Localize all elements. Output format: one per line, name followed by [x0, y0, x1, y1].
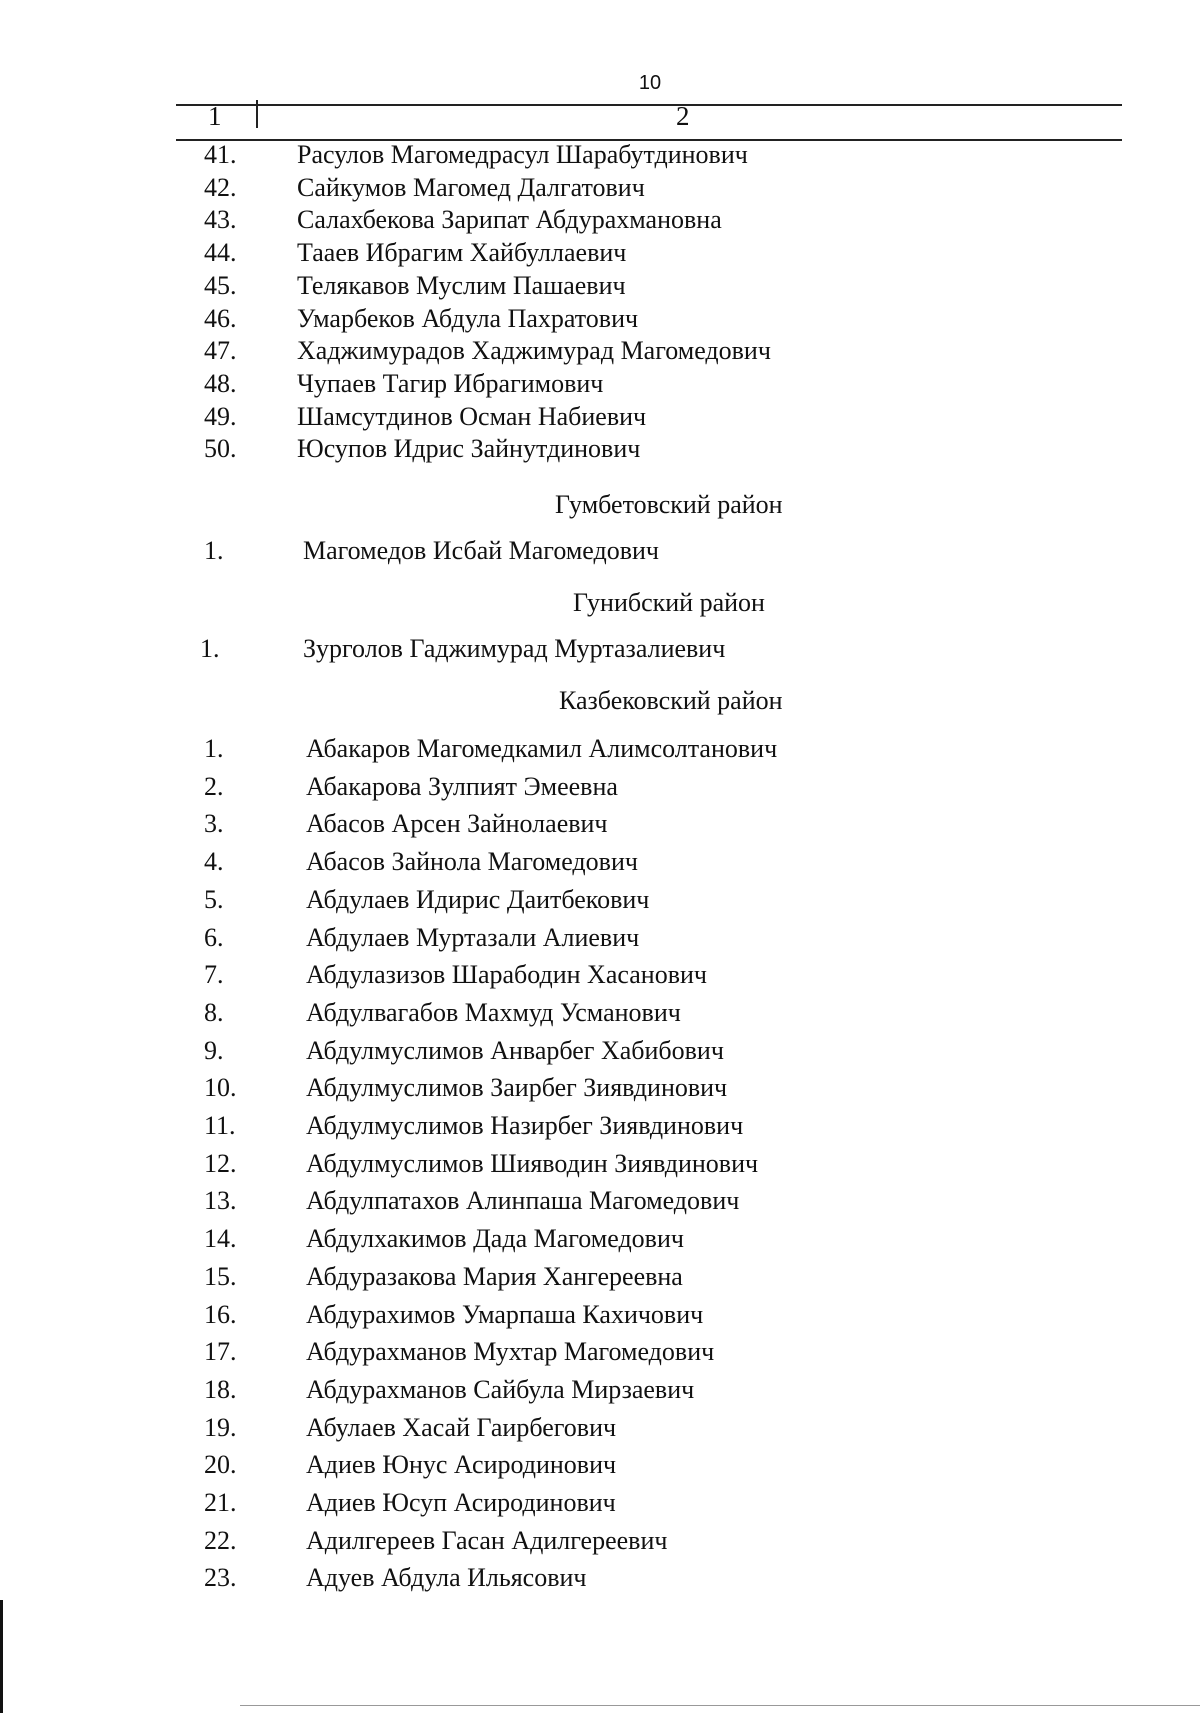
item-name: Абдулвагабов Махмуд Усманович: [306, 997, 681, 1027]
list-item: [204, 173, 1104, 205]
list-item: [204, 238, 1104, 270]
item-name: Хаджимурадов Хаджимурад Магомедович: [297, 336, 771, 366]
item-name: Абдулаев Муртазали Алиевич: [306, 922, 640, 952]
item-number: 6.: [204, 922, 224, 952]
item-name: Шамсутдинов Осман Набиевич: [297, 401, 647, 431]
item-number: 20.: [204, 1450, 237, 1480]
item-number: 1.: [204, 734, 224, 763]
list-item: [204, 1036, 1104, 1068]
list-item: [204, 1186, 1104, 1218]
item-name: Адиев Юнус Асиродинович: [306, 1450, 617, 1480]
list-item: [204, 847, 1104, 879]
item-number: 19.: [204, 1412, 237, 1442]
list-item: [204, 1563, 1104, 1595]
list-item: [204, 1488, 1104, 1520]
list-item: [204, 734, 1104, 766]
scan-edge-shadow: [0, 1600, 3, 1713]
item-name: Адилгереев Гасан Адилгереевич: [306, 1525, 668, 1555]
item-name: Абакаров Магомедкамил Алимсолтанович: [306, 734, 778, 763]
item-number: 16.: [204, 1299, 237, 1329]
item-number: 42.: [204, 172, 237, 202]
item-name: Абакарова Зулпият Эмеевна: [306, 771, 618, 801]
item-number: 14.: [204, 1224, 237, 1254]
list-item: [204, 1149, 1104, 1181]
item-number: 17.: [204, 1337, 237, 1367]
list-item: [204, 1111, 1104, 1143]
column-divider: [256, 100, 258, 128]
list-item: [204, 1224, 1104, 1256]
item-name: Расулов Магомедрасул Шарабутдинович: [297, 140, 748, 169]
list-item: [204, 1073, 1104, 1105]
list-item: [200, 634, 1100, 666]
list-item: [204, 1262, 1104, 1294]
item-number: 44.: [204, 238, 237, 268]
item-number: 45.: [204, 270, 237, 300]
list-item: [204, 1450, 1104, 1482]
item-number: 10.: [204, 1073, 237, 1103]
scan-bottom-edge: [240, 1705, 1200, 1706]
item-name: Абулаев Хасай Гаирбегович: [306, 1412, 617, 1442]
section-heading-kazbek: Казбековский район: [559, 686, 783, 715]
item-number: 1.: [200, 634, 220, 663]
item-name: Салахбекова Зарипат Абдурахмановна: [297, 205, 722, 235]
item-number: 15.: [204, 1261, 237, 1291]
item-name: Абдулмуслимов Шияводин Зиявдинович: [306, 1148, 759, 1178]
column-header-1: 1: [208, 101, 222, 131]
list-item: [204, 1300, 1104, 1332]
item-name: Абасов Арсен Зайнолаевич: [306, 809, 608, 839]
item-name: Абдурахимов Умарпаша Кахичович: [306, 1299, 704, 1329]
item-number: 13.: [204, 1186, 237, 1216]
item-number: 48.: [204, 368, 237, 398]
item-name: Телякавов Муслим Пашаевич: [297, 270, 626, 300]
list-item: [204, 1375, 1104, 1407]
list-item: [204, 772, 1104, 804]
list-item: [204, 1337, 1104, 1369]
item-name: Абдурахманов Мухтар Магомедович: [306, 1337, 715, 1367]
item-number: 41.: [204, 140, 237, 169]
item-number: 9.: [204, 1035, 224, 1065]
section-heading-gumbet: Гумбетовский район: [555, 490, 783, 519]
column-header-2: 2: [676, 101, 690, 131]
list-item: [204, 369, 1104, 401]
list-item: [204, 536, 1104, 568]
item-name: Чупаев Тагир Ибрагимович: [297, 368, 604, 398]
item-name: Абдурахманов Сайбула Мирзаевич: [306, 1374, 695, 1404]
item-number: 21.: [204, 1488, 237, 1517]
item-name: Абдулпатахов Алинпаша Магомедович: [306, 1186, 740, 1216]
item-number: 1.: [204, 536, 224, 565]
item-number: 12.: [204, 1148, 237, 1178]
item-name: Абдулмуслимов Назирбег Зиявдинович: [306, 1111, 744, 1140]
item-number: 3.: [204, 809, 224, 839]
item-name: Абдулазизов Шарабодин Хасанович: [306, 960, 707, 990]
item-number: 2.: [204, 771, 224, 801]
list-item: [204, 434, 1104, 466]
list-item: [204, 271, 1104, 303]
list-item: [204, 1526, 1104, 1558]
list-item: [204, 336, 1104, 368]
item-number: 43.: [204, 205, 237, 235]
item-number: 18.: [204, 1374, 237, 1404]
item-name: Умарбеков Абдула Пахратович: [297, 303, 639, 333]
item-name: Абдуразакова Мария Хангереевна: [306, 1261, 683, 1291]
item-name: Юсупов Идрис Зайнутдинович: [297, 434, 641, 464]
item-number: 49.: [204, 401, 237, 431]
item-name: Абдулмуслимов Заирбег Зиявдинович: [306, 1073, 728, 1103]
item-number: 7.: [204, 960, 224, 990]
item-name: Абасов Зайнола Магомедович: [306, 847, 638, 877]
item-name: Абдулхакимов Дада Магомедович: [306, 1224, 684, 1254]
item-name: Тааев Ибрагим Хайбуллаевич: [297, 238, 627, 268]
item-name: Адуев Абдула Ильясович: [306, 1563, 587, 1593]
list-item: [204, 402, 1104, 434]
table-top-rule: [176, 104, 1122, 106]
list-item: [204, 809, 1104, 841]
item-number: 47.: [204, 336, 237, 366]
list-item: [204, 1413, 1104, 1445]
item-number: 22.: [204, 1525, 237, 1555]
list-item: [204, 923, 1104, 955]
list-item: [204, 960, 1104, 992]
item-number: 23.: [204, 1563, 237, 1593]
item-name: Абдулаев Идирис Даитбекович: [306, 884, 650, 914]
item-name: Магомедов Исбай Магомедович: [303, 536, 659, 565]
list-item: [204, 885, 1104, 917]
item-name: Сайкумов Магомед Далгатович: [297, 172, 645, 202]
item-name: Абдулмуслимов Анварбег Хабибович: [306, 1035, 724, 1065]
page-number: 10: [638, 72, 662, 94]
item-number: 8.: [204, 997, 224, 1027]
item-number: 50.: [204, 434, 237, 464]
list-item: [204, 140, 1104, 172]
item-name: Адиев Юсуп Асиродинович: [306, 1488, 616, 1517]
section-heading-gunib: Гунибский район: [573, 588, 765, 617]
item-number: 46.: [204, 303, 237, 333]
list-item: [204, 205, 1104, 237]
list-item: [204, 998, 1104, 1030]
item-name: Зурголов Гаджимурад Муртазалиевич: [303, 634, 726, 663]
item-number: 11.: [204, 1111, 236, 1140]
item-number: 4.: [204, 847, 224, 877]
list-item: [204, 304, 1104, 336]
item-number: 5.: [204, 884, 224, 914]
